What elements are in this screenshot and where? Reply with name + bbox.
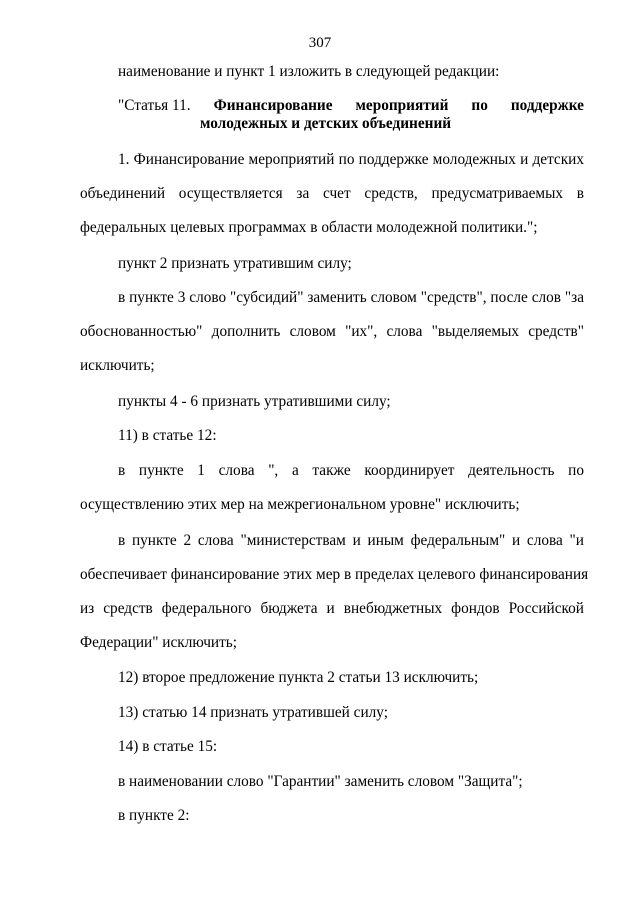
intro-line: наименование и пункт 1 изложить в следующей редакции: bbox=[118, 63, 500, 80]
paragraph: в пункте 2: bbox=[118, 807, 190, 824]
para1-line-1: 1. Финансирование мероприятий по поддержке молодежных и детских bbox=[118, 151, 584, 168]
heading-word-3: по bbox=[471, 97, 488, 114]
heading-word-2: мероприятий bbox=[355, 97, 449, 114]
para1-line-3: федеральных целевых программах в области молодежной политики."; bbox=[80, 219, 538, 236]
heading-article-label: "Статья 11. bbox=[118, 97, 191, 114]
article-heading bbox=[118, 96, 584, 132]
para7-line-3: из средств федерального бюджета и внебюджетных фондов Российской bbox=[80, 600, 584, 617]
para3-line-1: в пункте 3 слово "субсидий" заменить словом "средств", после слов "за bbox=[118, 289, 584, 306]
paragraph: 11) в статье 12: bbox=[118, 427, 217, 444]
para3-line-3: исключить; bbox=[80, 357, 155, 374]
para7-line-4: Федерации" исключить; bbox=[80, 634, 237, 651]
paragraph: 14) в статье 15: bbox=[118, 738, 218, 755]
heading-word-4: поддержке bbox=[510, 97, 584, 114]
para6-line-1: в пункте 1 слова ", а также координирует деятельность по bbox=[118, 462, 584, 479]
para7-line-1: в пункте 2 слова "министерствам и иным федеральным" и слова "и bbox=[118, 532, 584, 549]
para7-line-2: обеспечивает финансирование этих мер в пределах целевого финансирования bbox=[80, 566, 589, 583]
para1-line-2: объединений осуществляется за счет средств, предусматриваемых в bbox=[80, 185, 584, 202]
paragraph: в наименовании слово "Гарантии" заменить словом "Защита"; bbox=[118, 773, 523, 790]
paragraph: 13) статью 14 признать утратившей силу; bbox=[118, 704, 388, 721]
paragraph: 12) второе предложение пункта 2 статьи 13 исключить; bbox=[118, 669, 479, 686]
paragraph: пункт 2 признать утратившим силу; bbox=[118, 255, 352, 272]
heading-word-1: Финансирование bbox=[213, 97, 333, 114]
para6-line-2: осуществлению этих мер на межрегиональном уровне" исключить; bbox=[80, 496, 520, 513]
page-number: 307 bbox=[308, 35, 332, 51]
para3-line-2: обоснованностью" дополнить словом "их", слова "выделяемых средств" bbox=[80, 323, 584, 340]
paragraph: пункты 4 - 6 признать утратившими силу; bbox=[118, 393, 391, 410]
heading-line-2: молодежных и детских объединений bbox=[200, 115, 452, 132]
heading-line-1 bbox=[118, 96, 584, 116]
